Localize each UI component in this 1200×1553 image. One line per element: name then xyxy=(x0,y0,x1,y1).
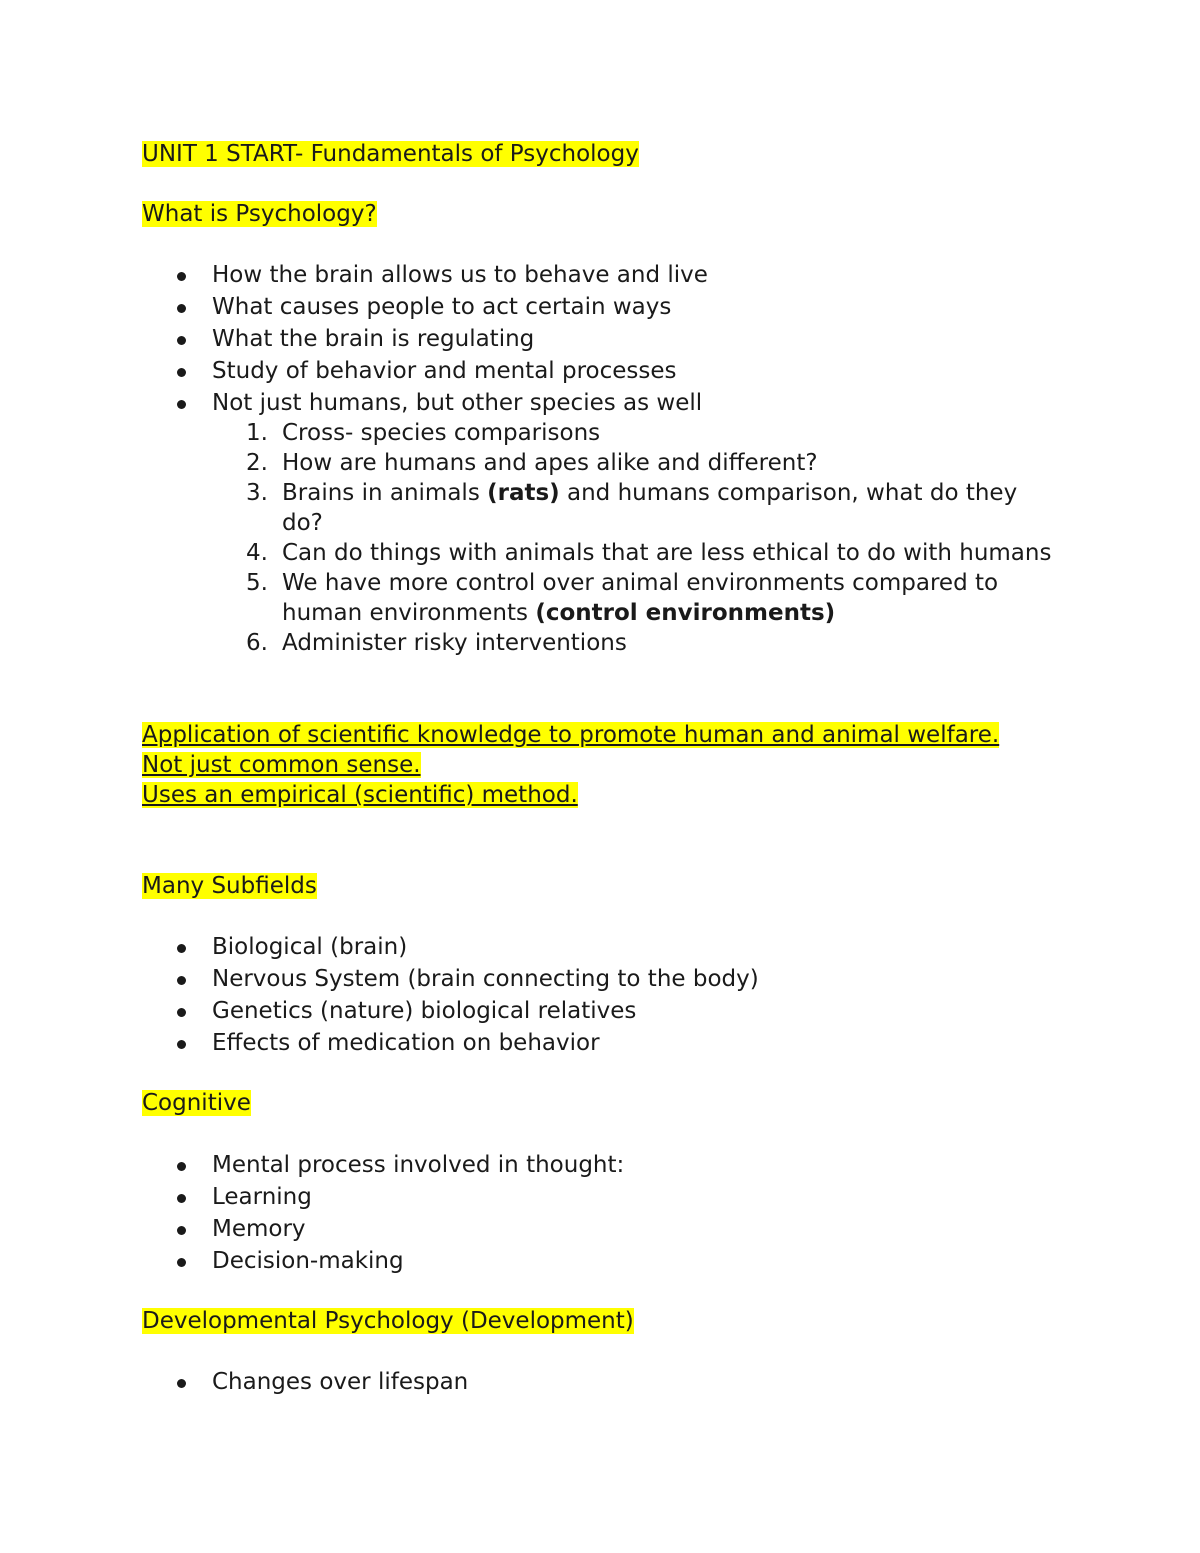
list-item: Memory xyxy=(142,1213,624,1245)
bullet-icon xyxy=(177,976,186,985)
list-item: How the brain allows us to behave and live xyxy=(142,259,708,291)
empirical-method-line: Uses an empirical (scientific) method. xyxy=(142,782,578,808)
section-heading-cognitive: Cognitive xyxy=(142,1090,251,1116)
bullet-icon xyxy=(177,1008,186,1017)
developmental-bullet-list xyxy=(142,1366,468,1398)
bullet-icon xyxy=(177,368,186,377)
numbered-item: 1. Cross- species comparisons xyxy=(246,420,601,446)
what-is-bullet-list xyxy=(142,259,708,419)
section-heading-what-is: What is Psychology? xyxy=(142,201,377,227)
bullet-icon xyxy=(177,1162,186,1171)
bullet-icon xyxy=(177,400,186,409)
bullet-icon xyxy=(177,1258,186,1267)
document-title: UNIT 1 START- Fundamentals of Psychology xyxy=(142,141,639,167)
section-heading-subfields: Many Subfields xyxy=(142,873,317,899)
bullet-icon xyxy=(177,336,186,345)
list-item: What the brain is regulating xyxy=(142,323,708,355)
cognitive-bullet-list xyxy=(142,1149,624,1277)
list-item: Learning xyxy=(142,1181,624,1213)
numbered-item: 5. We have more control over animal environments compared to human environments (control environments) xyxy=(246,570,999,626)
bullet-icon xyxy=(177,944,186,953)
bullet-icon xyxy=(177,1040,186,1049)
list-item: Not just humans, but other species as well xyxy=(142,387,708,419)
list-item: Effects of medication on behavior xyxy=(142,1027,759,1059)
list-item: Study of behavior and mental processes xyxy=(142,355,708,387)
bullet-icon xyxy=(177,1379,186,1388)
list-item: Nervous System (brain connecting to the body) xyxy=(142,963,759,995)
list-item: What causes people to act certain ways xyxy=(142,291,708,323)
section-heading-developmental: Developmental Psychology (Development) xyxy=(142,1308,634,1334)
bullet-icon xyxy=(177,1194,186,1203)
list-item: Biological (brain) xyxy=(142,931,759,963)
bullet-icon xyxy=(177,1226,186,1235)
bullet-icon xyxy=(177,272,186,281)
list-item: Mental process involved in thought: xyxy=(142,1149,624,1181)
bullet-icon xyxy=(177,304,186,313)
application-statement xyxy=(142,720,999,810)
numbered-list xyxy=(212,418,1062,658)
numbered-item: 4. Can do things with animals that are less ethical to do with humans xyxy=(246,540,1052,566)
application-line: Application of scientific knowledge to promote human and animal welfare. xyxy=(142,722,1000,748)
numbered-item: 6. Administer risky interventions xyxy=(246,630,627,656)
common-sense-line: Not just common sense. xyxy=(142,752,421,778)
subfields-bullet-list xyxy=(142,931,759,1059)
numbered-item: 3. Brains in animals (rats) and humans comparison, what do they do? xyxy=(246,480,1018,536)
numbered-item: 2. How are humans and apes alike and different? xyxy=(246,450,818,476)
list-item: Genetics (nature) biological relatives xyxy=(142,995,759,1027)
list-item: Decision-making xyxy=(142,1245,624,1277)
list-item: Changes over lifespan xyxy=(142,1366,468,1398)
